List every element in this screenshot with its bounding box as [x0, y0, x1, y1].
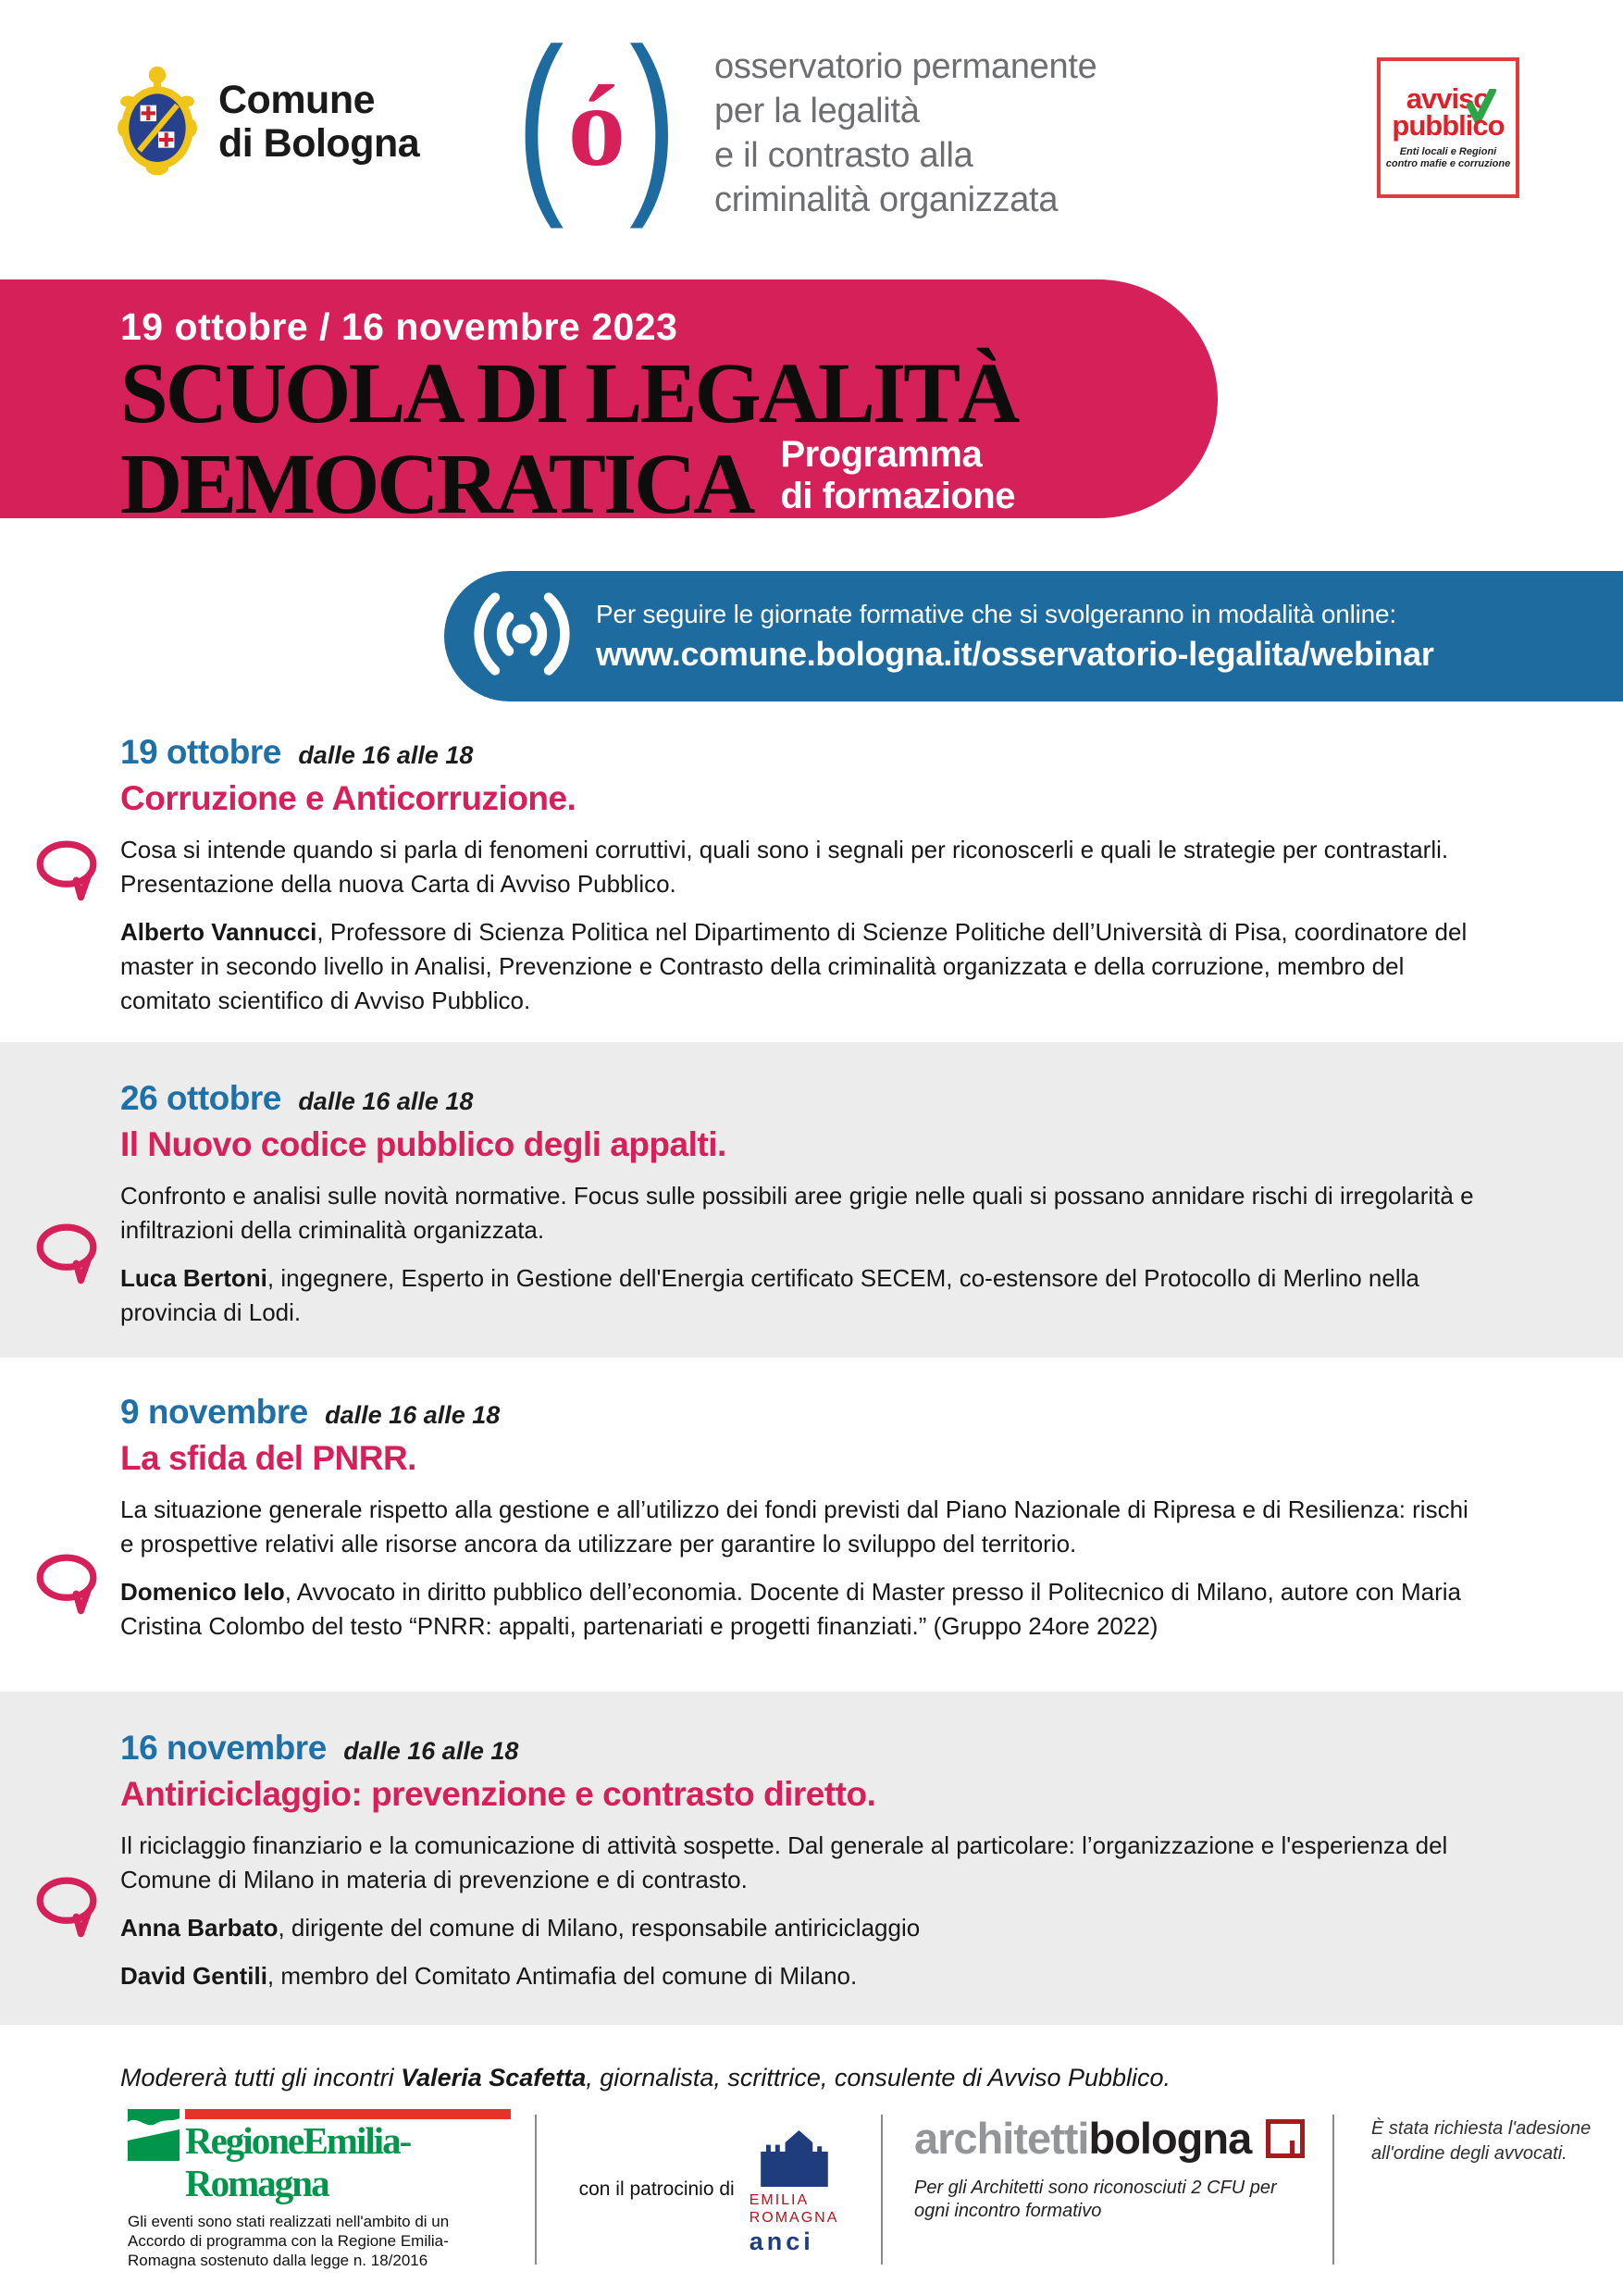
- architetti-bologna-logo: architetti bologna: [914, 2113, 1323, 2164]
- regione-logo-text: Regione Emilia-Romagna: [185, 2119, 411, 2204]
- anci-logo: [750, 2126, 839, 2254]
- event-dates: 19 ottobre / 16 novembre 2023: [120, 305, 678, 348]
- architetti-bologna-block: [883, 2109, 1332, 2270]
- session-time: dalle 16 alle 18: [298, 1087, 474, 1115]
- session-description: Confronto e analisi sulle novità normative. Focus sulle possibili aree grigie nelle quali si possano annidare rischi di irregolarità e infiltrazioni della criminalità organizzata.: [120, 1182, 1474, 1244]
- region-wave-icon: [128, 2109, 180, 2166]
- session-time: dalle 16 alle 18: [325, 1401, 501, 1429]
- session-title: Il Nuovo codice pubblico degli appalti.: [120, 1125, 726, 1163]
- speech-bubble-icon: [35, 1554, 98, 1627]
- patrocinio-label: con il patrocinio di: [578, 2178, 735, 2200]
- comune-bologna-label: Comune di Bologna: [218, 78, 420, 166]
- logo-letter-o: ó: [567, 62, 626, 191]
- session-header: [120, 1729, 1503, 1768]
- footer: [0, 2109, 1623, 2270]
- school-title-line1: SCUOLA DI LEGALITÀ: [120, 346, 1018, 441]
- speaker: Domenico Ielo, Avvocato in diritto pubblico dell’economia. Docente di Master presso il Politecnico di Milano, autore con Maria Cristina Colombo del testo “PNRR: appalti, partenariati e progetti finanziati.” (Gruppo 24ore 2022): [120, 1578, 1461, 1640]
- speaker: Anna Barbato, dirigente del comune di Milano, responsabile antiriciclaggio: [120, 1914, 921, 1942]
- open-square-icon: [1266, 2119, 1305, 2158]
- speech-bubble-icon: [35, 840, 98, 913]
- session-date: 26 ottobre: [120, 1079, 281, 1117]
- speech-bubble-icon: [35, 1223, 98, 1297]
- patrocinio-block: [537, 2109, 881, 2270]
- session-time: dalle 16 alle 18: [298, 741, 474, 769]
- speaker: Luca Bertoni, ingegnere, Esperto in Gestione dell'Energia certificato SECEM, co-estensore del Protocollo di Merlino nella provincia di Lodi.: [120, 1264, 1419, 1326]
- header: [0, 0, 1623, 279]
- session-description: Il riciclaggio finanziario e la comunicazione di attività sospette. Dal generale al particolare: l’organizzazione e l'esperienza del Comune di Milano in materia di prevenzione e di contrasto.: [120, 1831, 1448, 1893]
- pubblico-word: pubblico: [1392, 109, 1505, 142]
- session-title: Antiriciclaggio: prevenzione e contrasto diretto.: [120, 1775, 876, 1813]
- session-description: La situazione generale rispetto alla gestione e all’utilizzo dei fondi previsti dal Piano Nazionale di Ripresa e di Resilienza: rischi e prospettive relativi alle risorse ancora da utilizzare per garantire lo sviluppo del territorio.: [120, 1496, 1468, 1558]
- session-header: [120, 1393, 1503, 1432]
- avvocati-note: È stata richiesta l'adesione all'ordine degli avvocati.: [1371, 2118, 1592, 2164]
- session-9-novembre: [0, 1358, 1623, 1668]
- moderator-note: Modererà tutti gli incontri Valeria Scafetta, giornalista, scrittrice, consulente di Avviso Pubblico.: [120, 2064, 1171, 2091]
- avviso-tagline: Enti locali e Regioni contro mafie e corruzione: [1385, 146, 1511, 169]
- session-date: 19 ottobre: [120, 733, 281, 771]
- osservatorio-title: osservatorio permanente per la legalità e il contrasto alla criminalità organizzata: [714, 47, 1097, 219]
- webinar-url-link[interactable]: www.comune.bologna.it/osservatorio-legalita/webinar: [596, 634, 1434, 673]
- webinar-intro: Per seguire le giornate formative che si svolgeranno in modalità online:: [596, 599, 1396, 628]
- title-banner: [0, 279, 1218, 532]
- anci-romagna: ROMAGNA: [749, 2209, 839, 2226]
- regione-emilia-romagna-block: [128, 2109, 535, 2270]
- webinar-banner: [444, 571, 1623, 701]
- session-header: [120, 1079, 1503, 1118]
- avviso-pubblico-logo: [1377, 57, 1519, 198]
- session-title: Corruzione e Anticorruzione.: [120, 779, 576, 817]
- session-date: 16 novembre: [120, 1729, 327, 1767]
- regione-caption: Gli eventi sono stati realizzati nell'ambito di un Accordo di programma con la Regione Emilia-Romagna sostenuto dalla legge n. 18/2016: [128, 2213, 450, 2269]
- speech-bubble-icon: [35, 1877, 98, 1950]
- o-parentheses-logo: [507, 6, 687, 230]
- session-26-ottobre: [0, 1042, 1623, 1358]
- session-description: Cosa si intende quando si parla di fenomeni corruttivi, quali sono i segnali per riconoscerli e quali le strategie per contrastarli. Presentazione della nuova Carta di Avviso Pubblico.: [120, 836, 1449, 898]
- school-title-line2: DEMOCRATICA: [120, 437, 753, 532]
- session-time: dalle 16 alle 18: [343, 1737, 519, 1765]
- logo-open-paren: (: [516, 6, 564, 230]
- session-header: [120, 733, 1503, 772]
- castle-icon: [750, 2126, 835, 2191]
- broadcast-icon: [468, 580, 576, 692]
- architetti-caption: Per gli Architetti sono riconosciuti 2 CFU per ogni incontro formativo: [914, 2178, 1277, 2221]
- bologna-coat-of-arms-icon: [115, 61, 200, 182]
- session-title: La sfida del PNRR.: [120, 1439, 416, 1477]
- program-subtitle: Programma di formazione: [780, 434, 1015, 516]
- logo-close-paren: ): [629, 6, 677, 230]
- comune-bologna-logo: [115, 61, 419, 182]
- session-19-ottobre: [0, 701, 1623, 1042]
- speaker: Alberto Vannucci, Professore di Scienza Politica nel Dipartimento di Scienze Politiche dell’Università di Pisa, coordinatore del master in secondo livello in Analisi, Prevenzione e Contrasto della criminalità organizzata e della corruzione, membro del comitato scientifico di Avviso Pubblico.: [120, 918, 1468, 1014]
- avviso-word: avviso: [1406, 85, 1491, 112]
- speaker: David Gentili, membro del Comitato Antimafia del comune di Milano.: [120, 1962, 858, 1990]
- session-16-novembre: [0, 1692, 1623, 2025]
- anci-name: anci: [749, 2227, 814, 2255]
- session-date: 9 novembre: [120, 1393, 308, 1431]
- anci-emilia: EMILIA: [749, 2191, 810, 2208]
- red-bar: [185, 2109, 511, 2119]
